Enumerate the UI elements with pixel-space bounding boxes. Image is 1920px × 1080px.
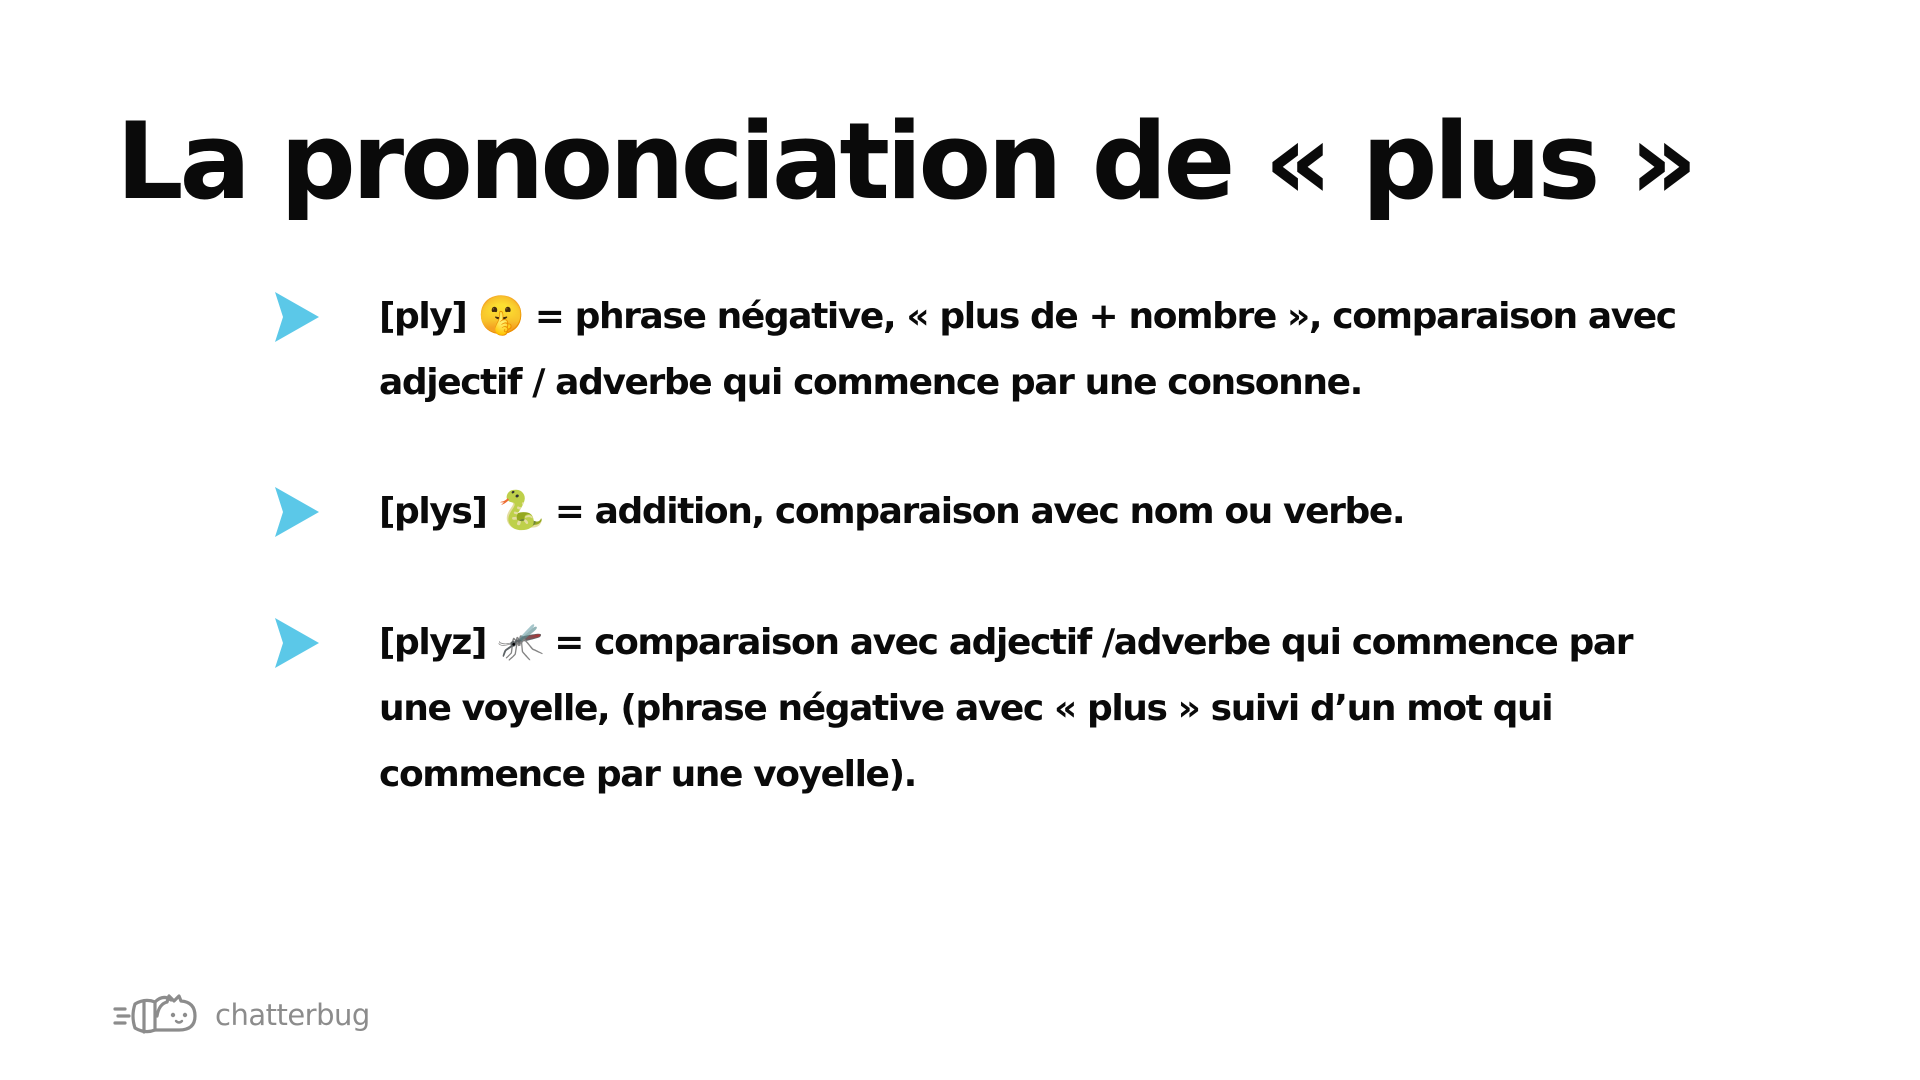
- ipa-label: [plyz]: [379, 622, 487, 663]
- bullet-text: [379, 282, 1710, 416]
- mosquito-icon: 🦟: [497, 619, 544, 663]
- shushing-face-icon: 🤫: [477, 293, 524, 337]
- bullet-text: [379, 477, 1710, 545]
- bee-mascot-icon: [113, 990, 207, 1040]
- bullet-description: = addition, comparaison avec nom ou verbe.: [554, 491, 1405, 532]
- chatterbug-logo: [113, 990, 370, 1040]
- snake-icon: 🐍: [497, 488, 544, 532]
- ipa-label: [plys]: [379, 491, 487, 532]
- bullet-item: [270, 608, 1710, 808]
- play-arrow-icon: [275, 618, 319, 668]
- bullet-list: [270, 282, 1710, 808]
- bullet-item: [270, 282, 1710, 416]
- bullet-text: [379, 608, 1710, 808]
- play-arrow-icon: [275, 487, 319, 537]
- ipa-label: [ply]: [379, 296, 467, 337]
- play-arrow-icon: [275, 292, 319, 342]
- slide-title: La prononciation de « plus »: [116, 100, 1694, 223]
- bullet-item: [270, 477, 1710, 545]
- logo-wordmark: chatterbug: [215, 998, 370, 1032]
- bullet-description: = comparaison avec adjectif /adverbe qui commence par une voyelle, (phrase négative avec « plus » suivi d’un mot qui commence par une voyelle).: [379, 622, 1633, 795]
- bullet-description: = phrase négative, « plus de + nombre », comparaison avec adjectif / adverbe qui commence par une consonne.: [379, 296, 1676, 403]
